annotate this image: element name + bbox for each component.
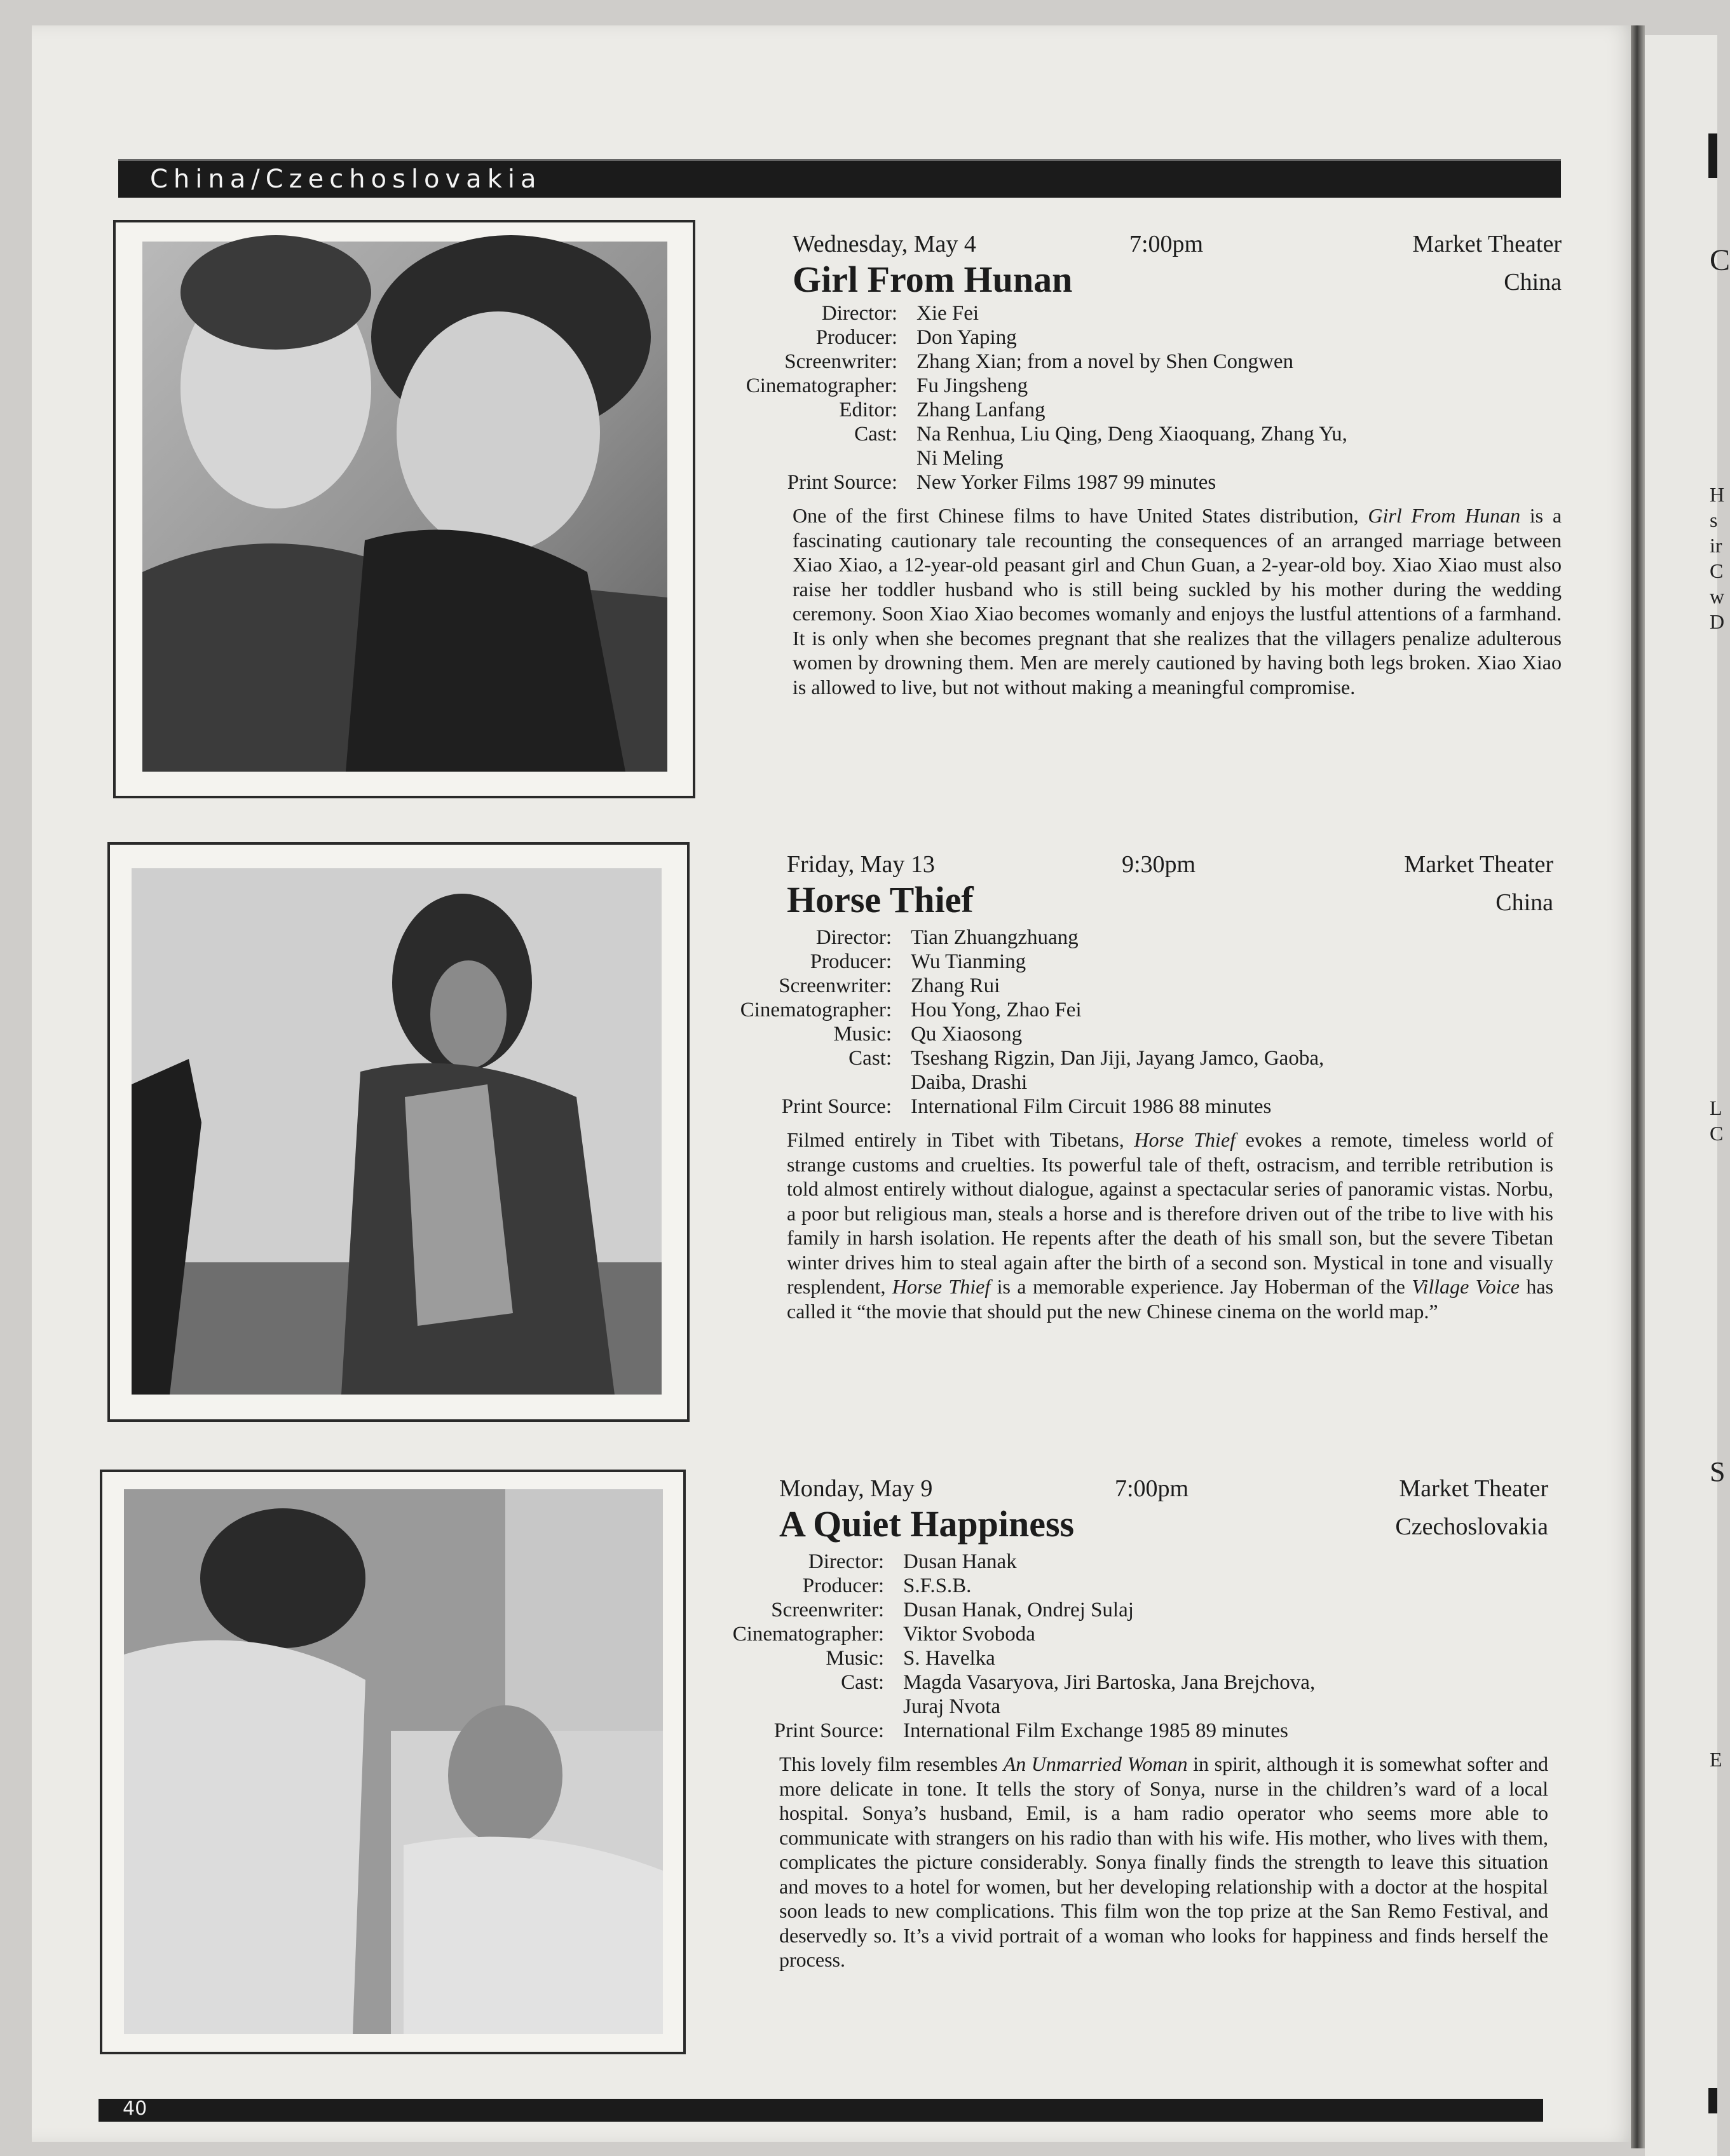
- credits-list: [646, 301, 1562, 495]
- film-title: Girl From Hunan: [793, 259, 1073, 300]
- page-footer-bar: [99, 2099, 1543, 2122]
- facing-page-letter: E: [1710, 1748, 1722, 1771]
- facing-page-letter: S: [1710, 1456, 1726, 1487]
- facing-page-letter: L: [1710, 1096, 1722, 1119]
- facing-page-edge: [1645, 35, 1717, 2156]
- screening-date: Wednesday, May 4: [793, 231, 976, 257]
- film-listing: [746, 230, 1562, 739]
- screening-venue: Market Theater: [1404, 851, 1553, 878]
- page-number: 40: [123, 2098, 147, 2120]
- film-listing: [732, 1475, 1549, 1996]
- facing-page-footer-bar: [1708, 2088, 1717, 2113]
- credit-row: Producer: Wu Tianming: [810, 950, 1026, 973]
- film-country: China: [1495, 889, 1553, 916]
- film-description: Filmed entirely in Tibet with Tibetans, Horse Thief evokes a remote, timeless world of strange customs and cruelties. Its powerful tale of theft, ostracism, and terrible retribution is told almost entirely without dialogue, against a spectacular series of panoramic vistas. Norbu, a poor but religious man, steals a horse and is therefore driven out of the tribe to live with his family in harsh isolation. He repents after the death of his small son, but the severe Tibetan winter drives him to steal again after the birth of a second son. Mystical in tone and visually resplendent, Horse Thief is a memorable experience. Jay Hoberman of the Village Voice has called it “the movie that should put the new Chinese cinema on the world map.”: [787, 1128, 1554, 1323]
- credit-row: Screenwriter: Zhang Rui: [779, 974, 1000, 997]
- credit-row: Director: Xie Fei: [821, 302, 979, 325]
- credit-row: Cast: Tseshang Rigzin, Dan Jiji, Jayang Jamco, Gaoba,: [848, 1047, 1325, 1070]
- credit-row: Director: Dusan Hanak: [808, 1550, 1017, 1573]
- facing-page-letter: s: [1710, 508, 1718, 531]
- credit-row: Screenwriter: Dusan Hanak, Ondrej Sulaj: [771, 1599, 1134, 1621]
- credit-row: Cast: Magda Vasaryova, Jiri Bartoska, Jana Brejchova,: [841, 1671, 1316, 1694]
- facing-page-letter: C: [1710, 559, 1724, 582]
- credit-row: Print Source: International Film Exchange 1985 89 minutes: [773, 1719, 1288, 1742]
- credit-row: Cinematographer: Viktor Svoboda: [732, 1623, 1035, 1646]
- credit-row: Print Source: International Film Circuit 1986 88 minutes: [781, 1095, 1272, 1118]
- credit-row: Producer: S.F.S.B.: [802, 1574, 972, 1597]
- film-still-a-quiet-happiness: [124, 1489, 663, 2034]
- film-listing: [740, 850, 1554, 1359]
- film-description: This lovely film resembles An Unmarried Woman in spirit, although it is somewhat softer and more delicate in tone. It tells the story of Sonya, nurse in the children’s ward of a local hospital. Sonya’s husband, Emil, is a ham radio operator who seems more able to communicate with strangers on his radio than with his wife. His mother, who lives with them, complicates the picture considerably. Sonya finally finds the strength to leave this situation and moves to a hotel for women, but her developing relationship with a doctor at the hospital soon leads to new complications. This film won the top prize at the San Remo Festival, and deservedly so. It’s a vivid portrait of a woman who looks for happiness and finds herself the process.: [779, 1752, 1549, 1971]
- credits-list: [641, 925, 1553, 1119]
- film-title: A Quiet Happiness: [779, 1503, 1075, 1545]
- credit-row: Music: S. Havelka: [826, 1647, 995, 1670]
- credit-row: Juraj Nvota: [903, 1695, 1001, 1718]
- credit-row: Print Source: New Yorker Films 1987 99 minutes: [787, 471, 1216, 494]
- credit-row: Screenwriter: Zhang Xian; from a novel by Shen Congwen: [784, 350, 1293, 373]
- film-still-horse-thief: [132, 868, 662, 1395]
- credit-row: Editor: Zhang Lanfang: [839, 399, 1045, 421]
- facing-page-letter: D: [1710, 610, 1725, 633]
- credits-list: [633, 1550, 1548, 1743]
- facing-page-letter: C: [1710, 1122, 1724, 1145]
- book-spine: [1631, 25, 1645, 2148]
- credit-row: Producer: Don Yaping: [815, 326, 1017, 349]
- credit-row: Ni Meling: [916, 447, 1004, 470]
- screening-time: 7:00pm: [1129, 231, 1204, 257]
- credit-row: Music: Qu Xiaosong: [833, 1023, 1023, 1046]
- section-header-bar: [118, 159, 1561, 198]
- screening-time: 7:00pm: [1115, 1475, 1189, 1502]
- credit-row: Cinematographer: Fu Jingsheng: [746, 374, 1028, 397]
- facing-page-letter: w: [1710, 585, 1725, 608]
- screening-date: Monday, May 9: [779, 1475, 933, 1502]
- credit-row: Cast: Na Renhua, Liu Qing, Deng Xiaoquang, Zhang Yu,: [854, 423, 1347, 446]
- film-title: Horse Thief: [787, 879, 974, 920]
- film-country: Czechoslovakia: [1395, 1513, 1548, 1540]
- film-description: One of the first Chinese films to have United States distribution, Girl From Hunan is a fascinating cautionary tale recounting the consequences of an arranged marriage between Xiao Xiao, a 12-year-old peasant girl and Chun Guan, a 2-year-old boy. Xiao Xiao must also raise her toddler husband who is still being suckled by his mother during the wedding ceremony. Soon Xiao Xiao becomes womanly and enjoys the lustful attentions of a farmhand. It is only when she becomes pregnant that she realizes that the villagers penalize adulterous women by drowning them. Men are merely cautioned by having both legs broken. Xiao Xiao is allowed to live, but not without making a meaningful compromise.: [793, 504, 1562, 699]
- facing-page-letter: C: [1710, 243, 1730, 277]
- credit-row: Director: Tian Zhuangzhuang: [815, 926, 1079, 949]
- screening-date: Friday, May 13: [787, 851, 935, 878]
- credit-row: Daiba, Drashi: [911, 1071, 1028, 1094]
- facing-page-letter: ir: [1710, 534, 1722, 557]
- screening-venue: Market Theater: [1399, 1475, 1548, 1502]
- facing-page-letter: H: [1710, 483, 1725, 506]
- section-title: China/Czechoslovakia: [150, 165, 542, 194]
- screening-time: 9:30pm: [1122, 851, 1196, 878]
- film-country: China: [1504, 269, 1562, 296]
- credit-row: Cinematographer: Hou Yong, Zhao Fei: [740, 999, 1082, 1021]
- film-still-girl-from-hunan: [142, 242, 667, 772]
- screening-venue: Market Theater: [1412, 231, 1562, 257]
- facing-page-header-bar: [1708, 133, 1717, 178]
